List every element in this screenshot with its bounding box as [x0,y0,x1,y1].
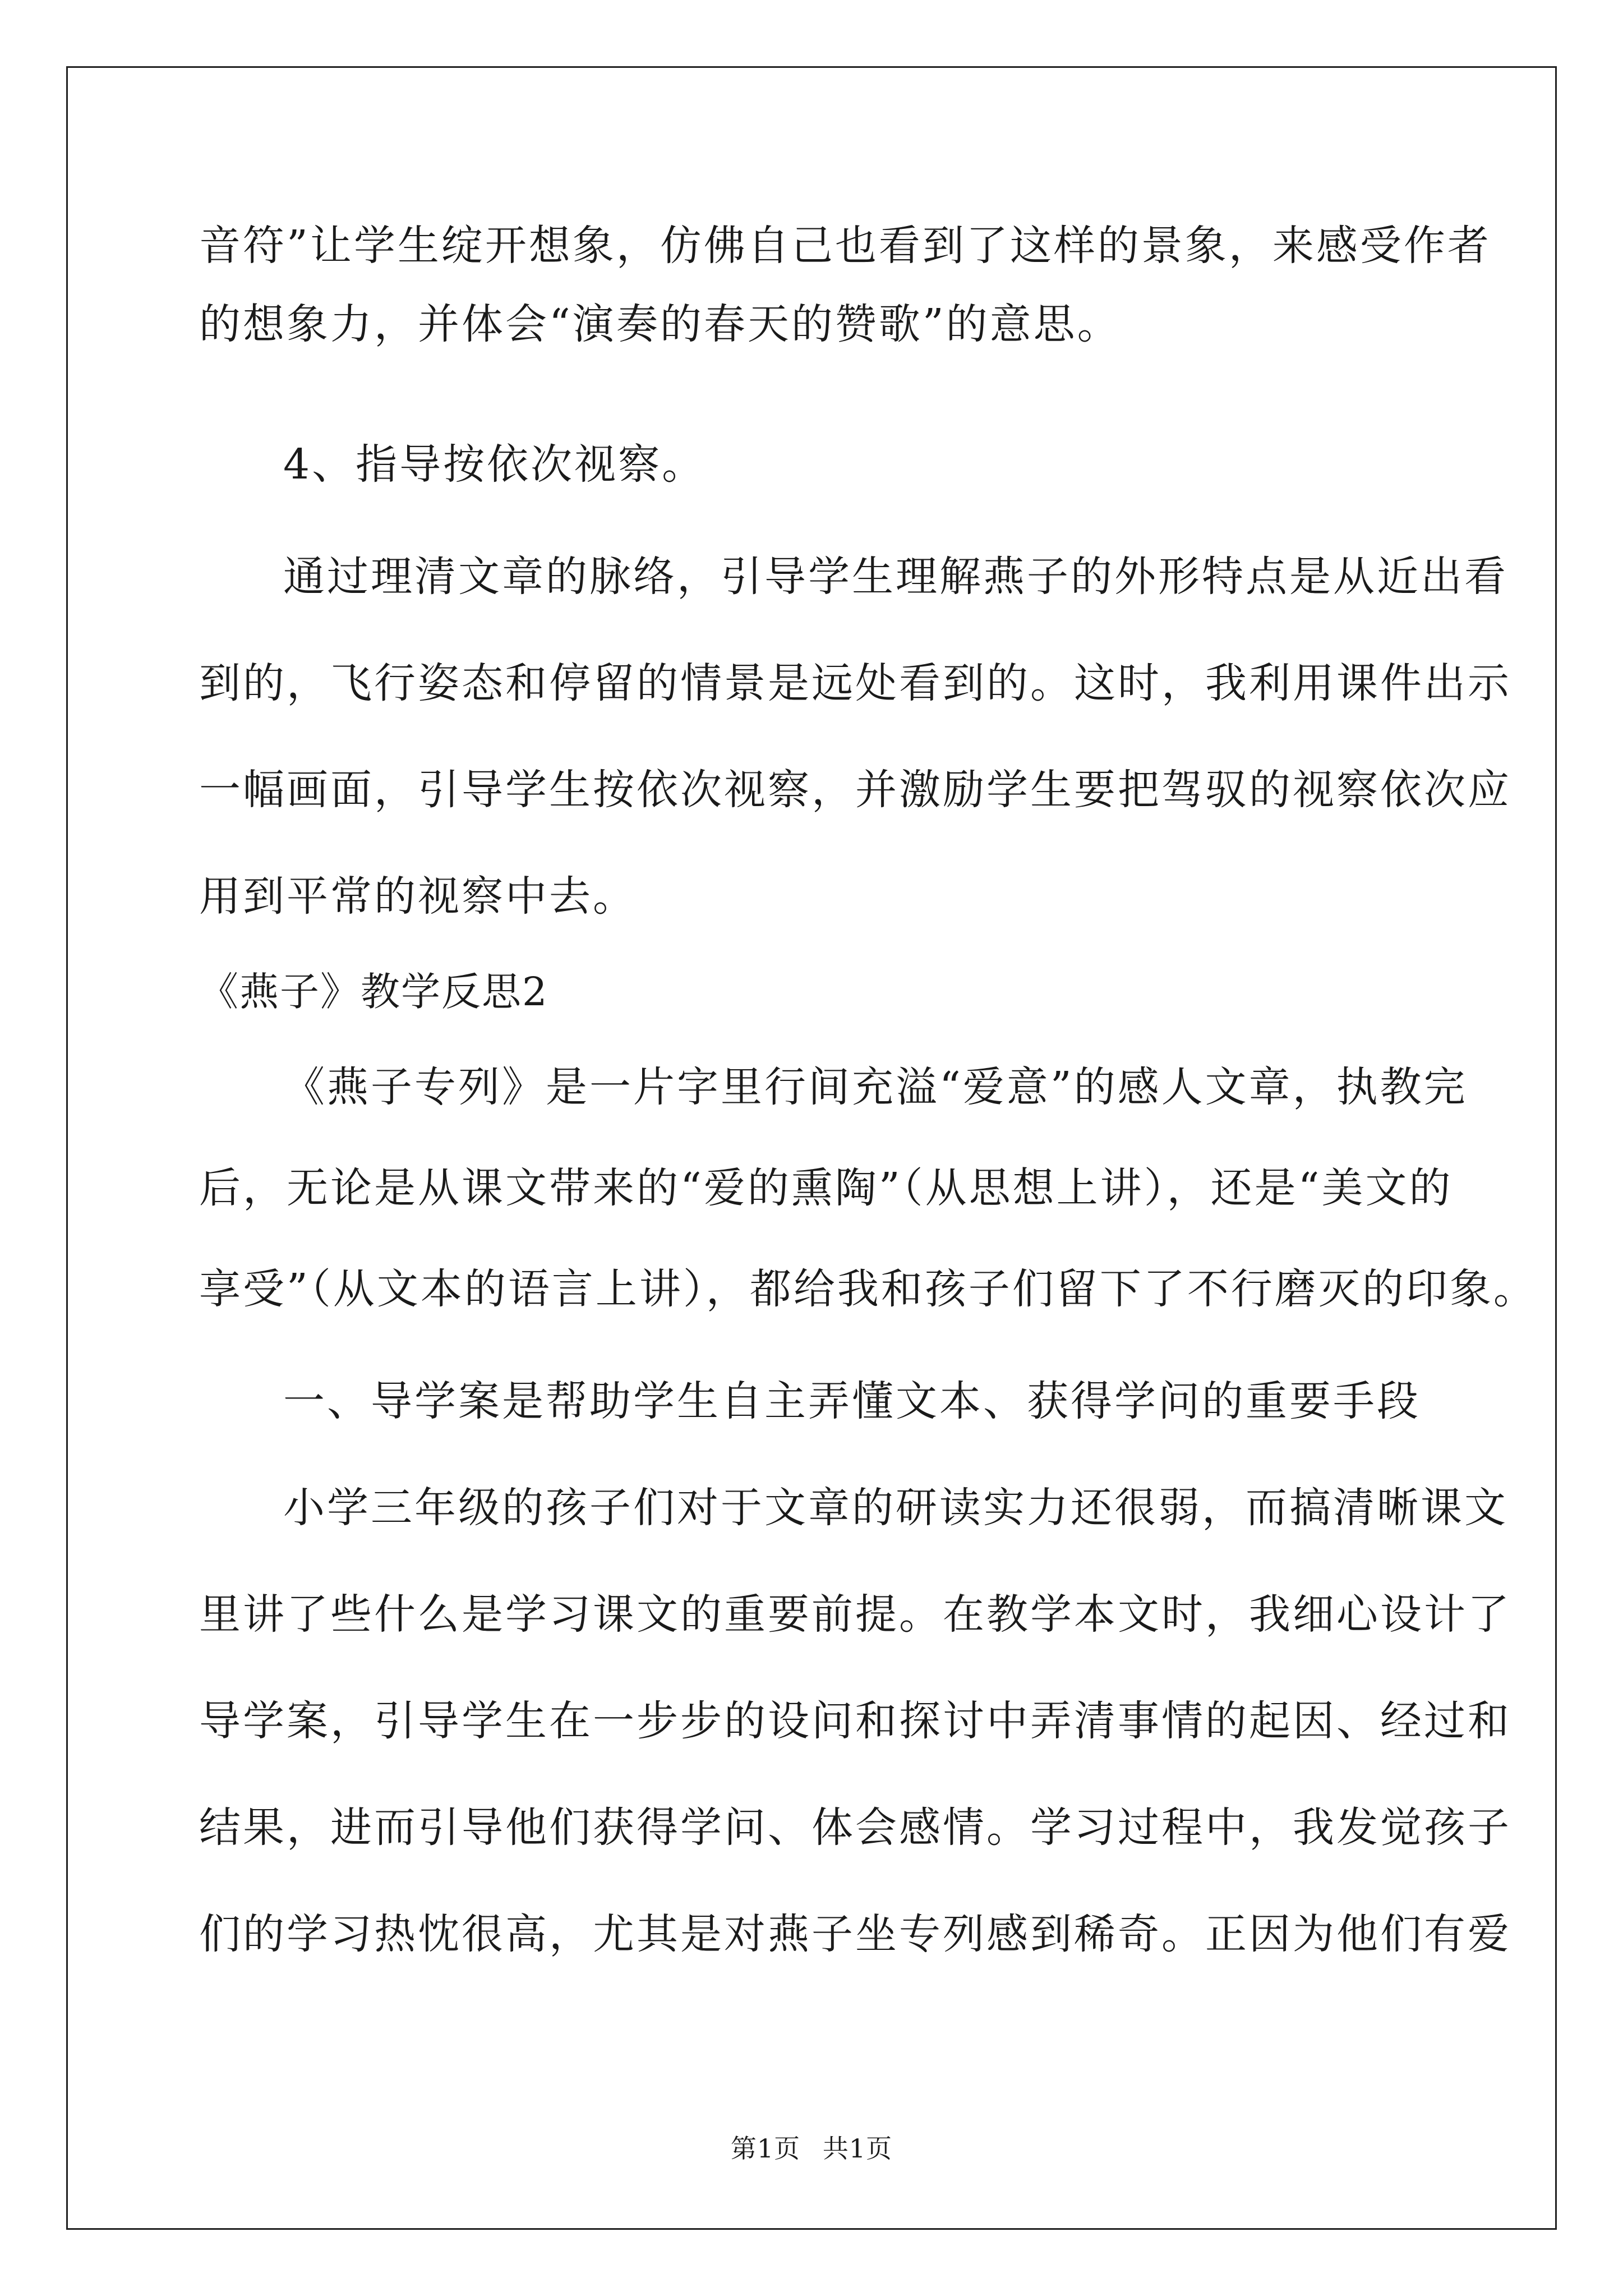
text-line: 一幅画面，引导学生按依次视察，并激励学生要把驾驭的视察依次应 [199,766,1511,814]
section-title: 《燕子》教学反思2 [199,969,548,1015]
page-border [66,66,1557,2230]
text-line: 们的学习热忱很高，尤其是对燕子坐专列感到稀奇。正因为他们有爱 [199,1910,1511,1958]
text-line: 享受”（从文本的语言上讲），都给我和孩子们留下了不行磨灭的印象。 [199,1265,1537,1313]
text-line: 后，无论是从课文带来的“爱的熏陶”（从思想上讲），还是“美文的 [199,1164,1453,1212]
page-total: 共1页 [822,2133,893,2164]
list-item-heading: 4、指导按依次视察。 [283,440,706,489]
paragraph-start: 小学三年级的孩子们对于文章的研读实力还很弱，而搞清晰课文 [283,1484,1508,1532]
text-line: 结果，进而引导他们获得学问、体会感情。学习过程中，我发觉孩子 [199,1803,1511,1852]
text-line: 用到平常的视察中去。 [199,872,637,921]
text-line: 到的，飞行姿态和停留的情景是远处看到的。这时，我利用课件出示 [199,659,1511,707]
text-line: 的想象力，并体会“演奏的春天的赞歌”的意思。 [199,300,1121,348]
subsection-heading: 一、导学案是帮助学生自主弄懂文本、获得学问的重要手段 [283,1377,1421,1425]
text-line: 里讲了些什么是学习课文的重要前提。在教学本文时，我细心设计了 [199,1590,1511,1639]
paragraph-start: 《燕子专列》是一片字里行间充溢“爱意”的感人文章，执教完 [283,1063,1468,1111]
page-footer [0,2132,1623,2165]
paragraph-start: 通过理清文章的脉络，引导学生理解燕子的外形特点是从近出看 [283,553,1508,601]
text-line: 音符”让学生绽开想象，仿佛自己也看到了这样的景象，来感受作者 [199,222,1491,270]
text-line: 导学案，引导学生在一步步的设问和探讨中弄清事情的起因、经过和 [199,1697,1511,1745]
page-number: 第1页 [730,2133,801,2164]
